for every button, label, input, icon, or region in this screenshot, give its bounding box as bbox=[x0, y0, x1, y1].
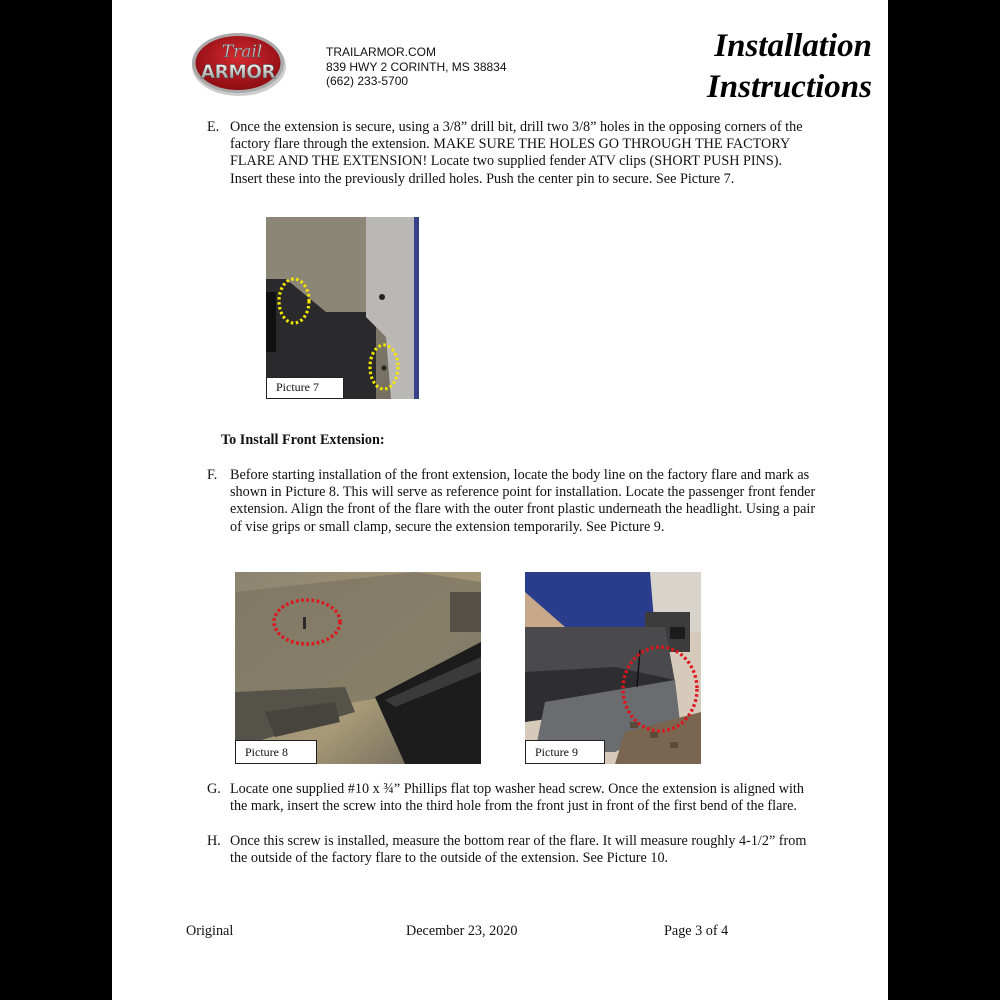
picture-9 bbox=[525, 572, 701, 764]
step-letter: G. bbox=[207, 781, 221, 797]
svg-text:ARMOR: ARMOR bbox=[200, 62, 276, 83]
picture-7 bbox=[266, 217, 419, 399]
step-e bbox=[207, 119, 817, 188]
company-website: TRAILARMOR.COM bbox=[326, 45, 437, 59]
step-text: Locate one supplied #10 x ¾” Phillips flat top washer head screw. Once the extension is aligned with the mark, insert the screw into the third hole from the front just in front of the first bend of the flare. bbox=[230, 781, 804, 815]
step-letter: E. bbox=[207, 119, 220, 135]
document-title bbox=[707, 26, 872, 108]
document-page bbox=[112, 0, 888, 1000]
picture-8 bbox=[235, 572, 481, 764]
step-text: Once the extension is secure, using a 3/8” drill bit, drill two 3/8” holes in the opposing corners of the factory flare through the extension. MAKE SURE THE HOLES GO THROUGH THE FACTORY FLARE AND THE EXTENSION! Locate two supplied fender ATV clips (SHORT PUSH PINS). Insert these into the previously drilled holes. Push the center pin to secure. See Picture 7. bbox=[230, 119, 803, 187]
title-line-2: Instructions bbox=[706, 69, 872, 105]
step-f bbox=[207, 467, 817, 536]
footer-revision: Original bbox=[186, 923, 234, 939]
step-text: Once this screw is installed, measure the bottom rear of the flare. It will measure roughly 4-1/2” from the outside of the factory flare to the outside of the extension. See Picture 10. bbox=[230, 833, 807, 867]
step-text: Before starting installation of the front extension, locate the body line on the factory flare and mark as shown in Picture 8. This will serve as reference point for installation. Locate the passenger front fender extension. Align the front of the flare with the outer front plastic underneath the headlight. Using a pair of vise grips or small clamp, secure the extension temporarily. See Picture 9. bbox=[230, 467, 816, 535]
footer-date: December 23, 2020 bbox=[406, 923, 518, 939]
step-g bbox=[207, 781, 817, 815]
step-letter: H. bbox=[207, 833, 221, 849]
step-letter: F. bbox=[207, 467, 218, 483]
section-heading-front-extension: To Install Front Extension: bbox=[221, 432, 385, 448]
title-line-1: Installation bbox=[714, 28, 872, 64]
trail-armor-logo bbox=[190, 30, 288, 98]
company-street-address: 839 HWY 2 CORINTH, MS 38834 bbox=[326, 59, 507, 74]
picture-7-caption: Picture 7 bbox=[266, 377, 344, 399]
picture-9-caption: Picture 9 bbox=[525, 740, 605, 764]
picture-8-caption: Picture 8 bbox=[235, 740, 317, 764]
footer-page-number: Page 3 of 4 bbox=[664, 923, 729, 939]
step-h bbox=[207, 833, 817, 867]
svg-text:Trail: Trail bbox=[221, 42, 263, 62]
company-address-block bbox=[326, 45, 507, 89]
company-phone: (662) 233-5700 bbox=[326, 74, 409, 88]
